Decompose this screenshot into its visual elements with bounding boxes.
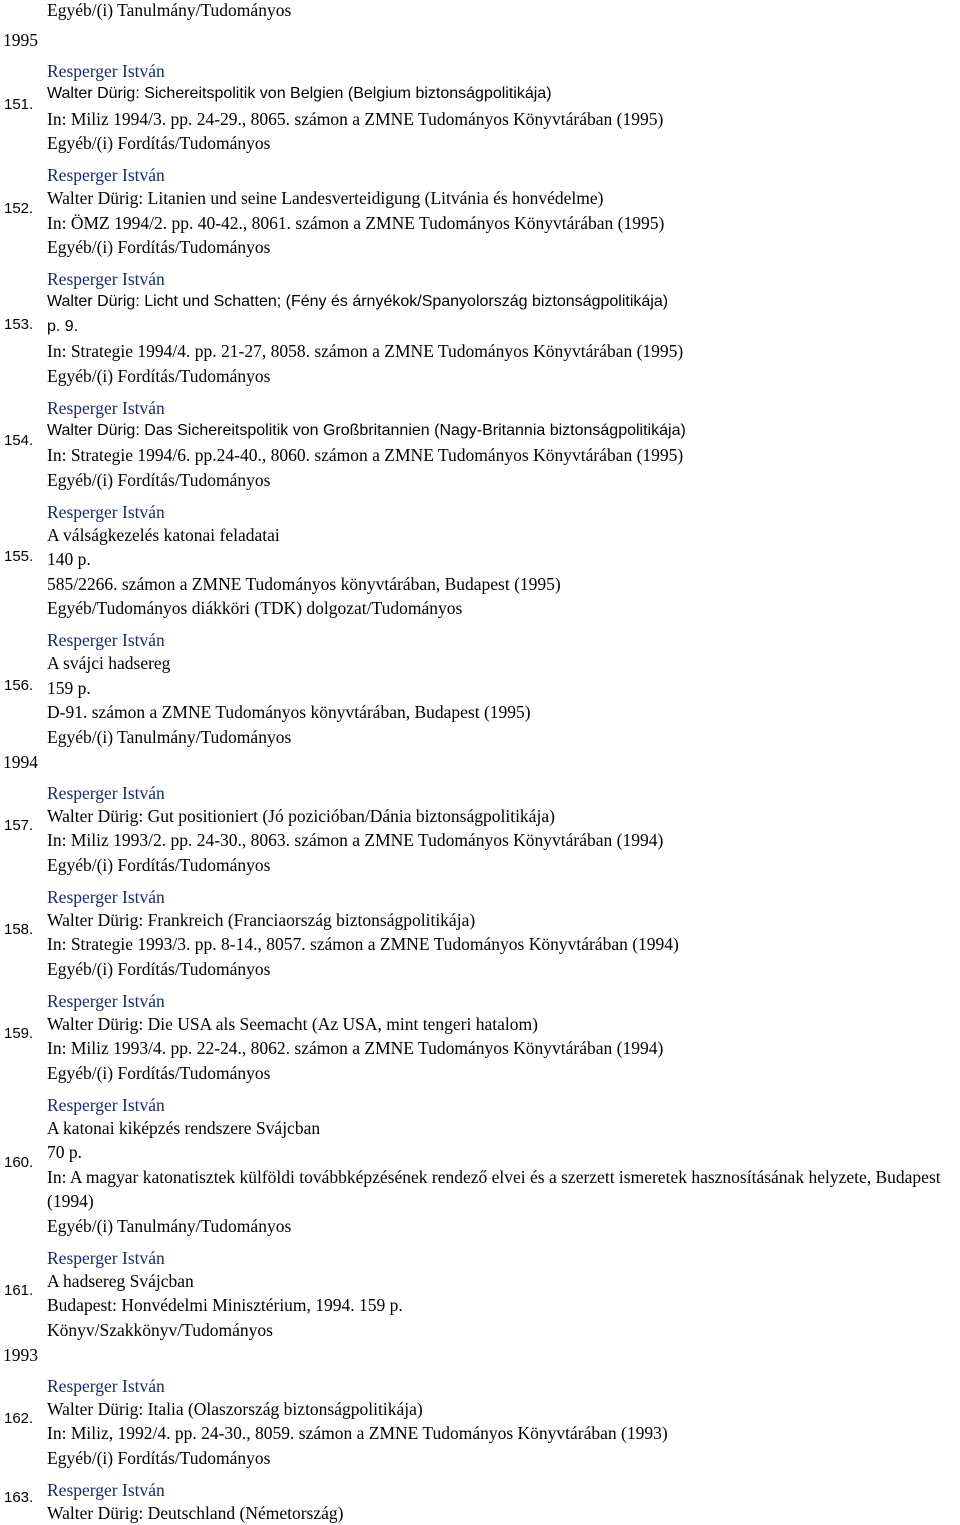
author-link[interactable]: Resperger István bbox=[47, 629, 960, 651]
entry-body bbox=[47, 260, 960, 389]
entry-number: 158. bbox=[0, 921, 47, 938]
year-heading: 1995 bbox=[0, 28, 960, 52]
publication-entry bbox=[0, 878, 960, 982]
entry-body bbox=[47, 621, 960, 750]
entry-detail-line: p. 9. bbox=[47, 315, 960, 340]
entry-detail-line: In: Miliz 1994/3. pp. 24-29., 8065. számon a ZMNE Tudományos Könyvtárában (1995) bbox=[47, 107, 960, 132]
author-link[interactable]: Resperger István bbox=[47, 397, 960, 419]
entry-category: Egyéb/(i) Fordítás/Tudományos bbox=[47, 1061, 960, 1086]
year-heading: 1993 bbox=[0, 1343, 960, 1367]
author-link[interactable]: Resperger István bbox=[47, 268, 960, 290]
entry-category: Egyéb/(i) Fordítás/Tudományos bbox=[47, 468, 960, 493]
entry-detail-line: In: Strategie 1994/4. pp. 21-27, 8058. számon a ZMNE Tudományos Könyvtárában (1995) bbox=[47, 339, 960, 364]
entry-category: Egyéb/(i) Tanulmány/Tudományos bbox=[47, 1214, 960, 1239]
publication-entry bbox=[0, 1471, 960, 1525]
author-link[interactable]: Resperger István bbox=[47, 501, 960, 523]
publication-entry bbox=[0, 1086, 960, 1239]
entry-detail-line: 159 p. bbox=[47, 676, 960, 701]
entry-detail-line: In: Miliz 1993/2. pp. 24-30., 8063. számon a ZMNE Tudományos Könyvtárában (1994) bbox=[47, 828, 960, 853]
entry-category: Egyéb/(i) Fordítás/Tudományos bbox=[47, 235, 960, 260]
author-link[interactable]: Resperger István bbox=[47, 1375, 960, 1397]
entry-number: 162. bbox=[0, 1410, 47, 1427]
entry-category: Egyéb/(i) Fordítás/Tudományos bbox=[47, 1446, 960, 1471]
entry-number: 159. bbox=[0, 1025, 47, 1042]
author-link[interactable]: Resperger István bbox=[47, 886, 960, 908]
publication-entry bbox=[0, 156, 960, 260]
entry-category: Egyéb/(i) Fordítás/Tudományos bbox=[47, 853, 960, 878]
top-category: Egyéb/(i) Tanulmány/Tudományos bbox=[47, 0, 291, 21]
entry-detail-line: Walter Dürig: Litanien und seine Landesverteidigung (Litvánia és honvédelme) bbox=[47, 186, 960, 211]
entry-number: 155. bbox=[0, 548, 47, 565]
year-heading: 1994 bbox=[0, 750, 960, 774]
entry-number: 156. bbox=[0, 677, 47, 694]
entry-detail-line: 140 p. bbox=[47, 547, 960, 572]
entry-detail-line: A válságkezelés katonai feladatai bbox=[47, 523, 960, 548]
entry-number: 154. bbox=[0, 432, 47, 449]
entry-body bbox=[47, 493, 960, 622]
author-link[interactable]: Resperger István bbox=[47, 782, 960, 804]
publication-list bbox=[0, 28, 960, 1525]
entry-body bbox=[47, 774, 960, 878]
entry-detail-line: D-91. számon a ZMNE Tudományos könyvtárában, Budapest (1995) bbox=[47, 700, 960, 725]
author-link[interactable]: Resperger István bbox=[47, 1247, 960, 1269]
author-link[interactable]: Resperger István bbox=[47, 164, 960, 186]
entry-detail-line: A hadsereg Svájcban bbox=[47, 1269, 960, 1294]
entry-category: Egyéb/Tudományos diákköri (TDK) dolgozat/Tudományos bbox=[47, 596, 960, 621]
entry-body bbox=[47, 1086, 960, 1239]
entry-detail-line: In: Strategie 1993/3. pp. 8-14., 8057. számon a ZMNE Tudományos Könyvtárában (1994) bbox=[47, 932, 960, 957]
entry-detail-line: In: Miliz, 1992/4. pp. 24-30., 8059. számon a ZMNE Tudományos Könyvtárában (1993) bbox=[47, 1421, 960, 1446]
entry-detail-line: Budapest: Honvédelmi Minisztérium, 1994. 159 p. bbox=[47, 1293, 960, 1318]
entry-body bbox=[47, 1239, 960, 1343]
publication-entry bbox=[0, 774, 960, 878]
publication-entry bbox=[0, 493, 960, 622]
author-link[interactable]: Resperger István bbox=[47, 990, 960, 1012]
entry-detail-line: 585/2266. számon a ZMNE Tudományos könyvtárában, Budapest (1995) bbox=[47, 572, 960, 597]
publication-entry bbox=[0, 621, 960, 750]
entry-body bbox=[47, 52, 960, 156]
entry-body bbox=[47, 982, 960, 1086]
entry-number: 163. bbox=[0, 1489, 47, 1506]
entry-category: Könyv/Szakkönyv/Tudományos bbox=[47, 1318, 960, 1343]
entry-number: 157. bbox=[0, 817, 47, 834]
publication-entry bbox=[0, 982, 960, 1086]
entry-body bbox=[47, 1367, 960, 1471]
publication-entry bbox=[0, 260, 960, 389]
entry-number: 160. bbox=[0, 1154, 47, 1171]
publication-entry bbox=[0, 52, 960, 156]
entry-detail-line: In: ÖMZ 1994/2. pp. 40-42., 8061. számon a ZMNE Tudományos Könyvtárában (1995) bbox=[47, 211, 960, 236]
entry-number: 151. bbox=[0, 96, 47, 113]
entry-detail-line: 70 p. bbox=[47, 1140, 960, 1165]
entry-detail-line: In: Strategie 1994/6. pp.24-40., 8060. számon a ZMNE Tudományos Könyvtárában (1995) bbox=[47, 443, 960, 468]
author-link[interactable]: Resperger István bbox=[47, 1094, 960, 1116]
entry-body bbox=[47, 156, 960, 260]
entry-detail-line: A svájci hadsereg bbox=[47, 651, 960, 676]
entry-category: Egyéb/(i) Fordítás/Tudományos bbox=[47, 364, 960, 389]
author-link[interactable]: Resperger István bbox=[47, 60, 960, 82]
entry-detail-line: Walter Dürig: Sichereitspolitik von Belgien (Belgium biztonságpolitikája) bbox=[47, 82, 960, 107]
publication-entry bbox=[0, 1239, 960, 1343]
entry-number: 152. bbox=[0, 200, 47, 217]
entry-detail-line: Walter Dürig: Licht und Schatten; (Fény és árnyékok/Spanyolország biztonságpolitikája) bbox=[47, 290, 960, 315]
publication-entry bbox=[0, 1367, 960, 1471]
entry-number: 153. bbox=[0, 316, 47, 333]
entry-body bbox=[47, 878, 960, 982]
entry-detail-line: Walter Dürig: Das Sichereitspolitik von Großbritannien (Nagy-Britannia biztonságpolitikája) bbox=[47, 419, 960, 444]
entry-detail-line: In: Miliz 1993/4. pp. 22-24., 8062. számon a ZMNE Tudományos Könyvtárában (1994) bbox=[47, 1036, 960, 1061]
entry-detail-line: A katonai kiképzés rendszere Svájcban bbox=[47, 1116, 960, 1141]
entry-body bbox=[47, 1471, 960, 1525]
publication-entry bbox=[0, 389, 960, 493]
entry-detail-line: In: A magyar katonatisztek külföldi továbbképzésének rendező elvei és a szerzett ismeretek hasznosításának helyzete, Budapest (1994) bbox=[47, 1165, 960, 1214]
entry-category: Egyéb/(i) Tanulmány/Tudományos bbox=[47, 725, 960, 750]
entry-detail-line: Walter Dürig: Deutschland (Németország) bbox=[47, 1501, 960, 1525]
author-link[interactable]: Resperger István bbox=[47, 1479, 960, 1501]
entry-detail-line: Walter Dürig: Gut positioniert (Jó pozicióban/Dánia biztonságpolitikája) bbox=[47, 804, 960, 829]
entry-detail-line: Walter Dürig: Italia (Olaszország biztonságpolitikája) bbox=[47, 1397, 960, 1422]
entry-category: Egyéb/(i) Fordítás/Tudományos bbox=[47, 131, 960, 156]
entry-detail-line: Walter Dürig: Frankreich (Franciaország biztonságpolitikája) bbox=[47, 908, 960, 933]
entry-category: Egyéb/(i) Fordítás/Tudományos bbox=[47, 957, 960, 982]
entry-detail-line: Walter Dürig: Die USA als Seemacht (Az USA, mint tengeri hatalom) bbox=[47, 1012, 960, 1037]
entry-body bbox=[47, 389, 960, 493]
entry-number: 161. bbox=[0, 1282, 47, 1299]
